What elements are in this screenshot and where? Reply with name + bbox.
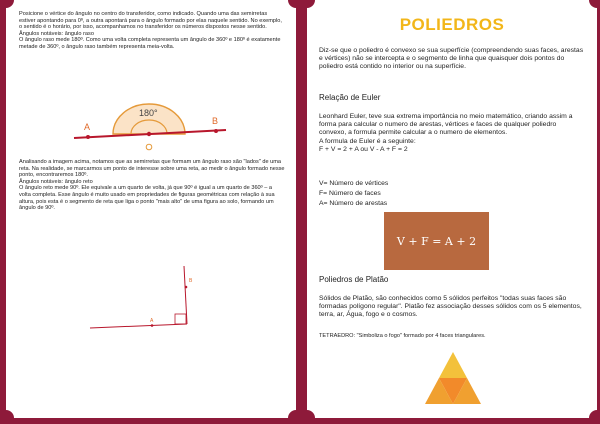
right-angle-figure (86, 262, 216, 338)
corner-notch-tl (6, 0, 14, 8)
point-a (151, 324, 154, 327)
platao-heading: Poliedros de Platão (319, 275, 389, 284)
left-page (6, 0, 296, 418)
corner-notch-br (589, 410, 597, 418)
label-a: A (150, 318, 154, 324)
label-b: B (212, 116, 219, 126)
tetra-face-top (439, 352, 467, 378)
intro-paragraph: Diz-se que o poliedro é convexo se sua superfície (compreendendo suas faces, arestas e vértices) não se intercepta e o segmento de linha que quaisquer dois pontos do poliedro está contido no interior ou na superfície. (319, 47, 584, 71)
corner-notch-br (288, 410, 296, 418)
page-title: POLIEDROS (399, 15, 505, 34)
middle-paragraph: Analisando a imagem acima, notamos que as semirretas que formam um ângulo raso são "lados" de uma reta. Na realidade, se marcarmos um ponto de interesse sobre uma reta, ao medir o ângulo formado nesse ponto, encontraremos 180º. Ângulos notáveis: ângulo reto O ângulo reto mede 90º. Ele equivale a um quarto de volta, já que 90º é igual a um quarto de 360º – a volta completa. Esse ângulo é muito usado em propriedades de figuras geométricas com relação à sua altura, pois esta é o segmento de reta que liga o ponto "mais alto" de uma figura ao solo, formando um ângulo de 90º. (19, 159, 285, 212)
corner-notch-bl (307, 410, 315, 418)
corner-notch-bl (6, 410, 14, 418)
euler-formula-box (384, 212, 489, 270)
platao-paragraph: Sólidos de Platão, são conhecidos como 5 sólidos perfeitos "todas suas faces são formadas polígono regular". Platão fez associação desses sólidos com os 5 elementos, terra, ar, Água, fogo e o cosmos. (319, 295, 582, 319)
horizontal-ray (90, 324, 187, 328)
straight-angle-figure (66, 100, 236, 152)
euler-heading: Relação de Euler (319, 93, 381, 102)
corner-notch-tr (589, 0, 597, 8)
corner-notch-tl (307, 0, 315, 8)
point-b (185, 286, 188, 289)
point-b (214, 129, 218, 133)
right-angle-marker (175, 314, 186, 324)
vertical-ray (184, 266, 187, 324)
angle-label: 180° (139, 108, 158, 118)
label-a: A (84, 122, 91, 132)
intro-paragraph: Posicione o vértice do ângulo no centro do transferidor, como indicado. Quando uma das semirretas estiver apontando para 0º, a outra apontará para o ângulo formado por elas naquele sentido. No exemplo, o sentido é o horário, por isso, acompanhamos no transferidor os números dispostos nesse sentido. Ângulos notáveis: ângulo raso O ângulo raso mede 180º. Como uma volta completa representa um ângulo de 360º e 180º é exatamente metade de 360º, o ângulo raso também representa meia-volta. (19, 11, 282, 50)
definition-faces: F= Número de faces (319, 190, 381, 197)
euler-formula: V + F = A + 2 (396, 234, 477, 248)
tetrahedron-net (417, 350, 489, 410)
euler-paragraph: Leonhard Euler, teve sua extrema importância no meio matemático, criando assim a forma para calcular o numero de arestas, vértices e faces de qualquer poliedro convexo, a formula permite calcular a o numero de elementos. A formula de Euler é a seguinte: F + V = 2 + A ou V - A + F = 2 (319, 113, 573, 153)
right-page (307, 0, 597, 418)
definition-vertices: V= Número de vértices (319, 180, 389, 187)
point-a (86, 135, 90, 139)
origin-marker (146, 144, 152, 150)
corner-notch-tr (288, 0, 296, 8)
point-o (147, 132, 151, 136)
label-b: B (189, 278, 193, 284)
definition-edges: A= Número de arestas (319, 200, 388, 207)
tetraedro-caption: TETRAEDRO: "Simboliza o fogo" formado por 4 faces triangulares. (319, 333, 486, 339)
